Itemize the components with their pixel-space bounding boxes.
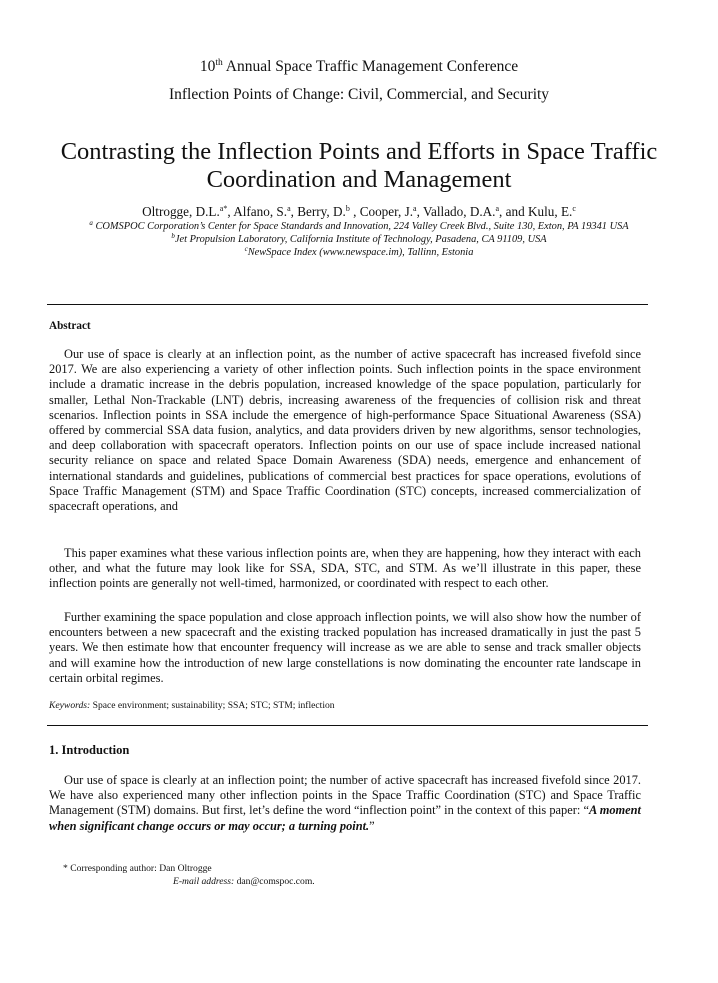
email-label: E-mail address: [173, 876, 235, 887]
paper-title [0, 138, 718, 194]
abstract-paragraph-2: This paper examines what these various inflection points are, when they are happening, how they interact with each other, and what the future may look like for SSA, SDA, STC, and STM. As we’ll illustrate in this paper, these inflection points are generally not well-timed, harmonized, or coordinated with respect to each other. [49, 546, 641, 591]
keywords-text: Space environment; sustainability; SSA; STC; STM; inflection [90, 700, 335, 711]
author-affiliation-mark: a [495, 204, 500, 213]
inflection-point-definition: A moment when significant change occurs or may occur; a turning point. [49, 803, 641, 833]
author-list [0, 204, 718, 220]
author-affiliation-mark: a* [219, 204, 228, 213]
author-name: Kulu, E. [527, 204, 573, 219]
email-address[interactable]: dan@comspoc.com. [234, 876, 315, 887]
conference-name: Annual Space Traffic Management Conference [222, 58, 519, 75]
keywords [49, 700, 335, 711]
abstract-paragraph-3: Further examining the space population and close approach inflection points, we will also show how the number of encounters between a new spacecraft and the existing tracked population has increased dramatically in just the past 5 years. We then estimate how that encounter frequency will increase as we are able to sense and track smaller objects and will examine how the introduction of new large constellations is now dominating the encounter rate landscape in certain orbital regimes. [49, 610, 641, 685]
affiliation-mark: c [244, 245, 248, 253]
affiliation-mark: b [171, 232, 175, 240]
author-name: Cooper, J. [359, 204, 414, 219]
abstract-heading: Abstract [49, 320, 91, 332]
paper-title-line-1: Contrasting the Inflection Points and Efforts in Space Traffic [60, 138, 658, 165]
keywords-label: Keywords: [49, 700, 91, 711]
conference-number: 10 [199, 58, 216, 75]
author-affiliation-mark: a [413, 204, 417, 213]
conference-theme: Inflection Points of Change: Civil, Commercial, and Security [168, 86, 550, 103]
corresponding-author: * Corresponding author: Dan Oltrogge [63, 863, 212, 874]
author-name: Alfano, S. [233, 204, 288, 219]
author-affiliation-mark: a [287, 204, 291, 213]
author-name: Vallado, D.A. [422, 204, 496, 219]
introduction-paragraph [49, 773, 641, 834]
closing-quote: ” [369, 818, 375, 833]
author-name: Berry, D. [297, 204, 346, 219]
paper-title-line-2: Coordination and Management [206, 166, 512, 193]
author-separator: , [227, 204, 234, 219]
author-separator: , [349, 204, 360, 219]
author-affiliation-mark: c [572, 204, 576, 213]
introduction-heading: 1. Introduction [49, 743, 130, 757]
author-separator: , and [499, 204, 528, 219]
affiliation-text: COMSPOC Corporation’s Center for Space Standards and Innovation, 224 Valley Creek Blvd., Suite 130, Exton, PA 19341 USA [92, 221, 629, 232]
affiliation-b [0, 234, 718, 245]
email-line [63, 875, 315, 888]
affiliation-text: NewSpace Index (www.newspace.im), Tallinn, Estonia [247, 247, 474, 258]
divider-bottom [47, 725, 648, 726]
footnote [63, 862, 315, 888]
affiliation-mark: a [89, 219, 93, 227]
abstract-paragraph-1: Our use of space is clearly at an inflection point, as the number of active spacecraft has increased fivefold since 2017. We are also experiencing a variety of other inflection points. Such inflection points in the space environment include a dramatic increase in the debris population, increased knowledge of the space population, particularly for smaller, Lethal Non-Trackable (LNT) debris, increasing awareness of the frequencies of collision risk and threat scenarios. Inflection points in SSA include the emergence of high-performance Space Situational Awareness (SSA) offered by commercial SSA data fusion, analytics, and data providers driven by new algorithms, sensor technologies, and deep collaboration with spacecraft operators. Inflection points on our use of space include increased national security reliance on space and related Space Domain Awareness (SDA) needs, emergence and enhancement of international standards and guidelines, publications of commercial best practices for space operations, evolutions of Space Traffic Management (STM) and Space Traffic Coordination (STC) concepts, increased commercialization of spacecraft operations, and [49, 347, 641, 514]
conference-title [0, 58, 718, 76]
author-name: Oltrogge, D.L. [142, 204, 220, 219]
author-separator: , [416, 204, 423, 219]
affiliation-c [0, 247, 718, 258]
introduction-text: Our use of space is clearly at an inflection point; the number of active spacecraft has increased fivefold since 2017. We have also experienced many other inflection points in the Space Traffic Coordination (STC) and Space Traffic Management (STM) domains. But first, let’s define the word “inflection point” in the context of this paper: “ [49, 773, 641, 818]
author-affiliation-mark: b [345, 204, 350, 213]
ordinal-suffix: th [215, 58, 223, 68]
divider-top [47, 304, 648, 305]
author-separator: , [290, 204, 298, 219]
affiliation-a [0, 221, 718, 232]
affiliation-text: Jet Propulsion Laboratory, California Institute of Technology, Pasadena, CA 91109, USA [174, 234, 547, 245]
